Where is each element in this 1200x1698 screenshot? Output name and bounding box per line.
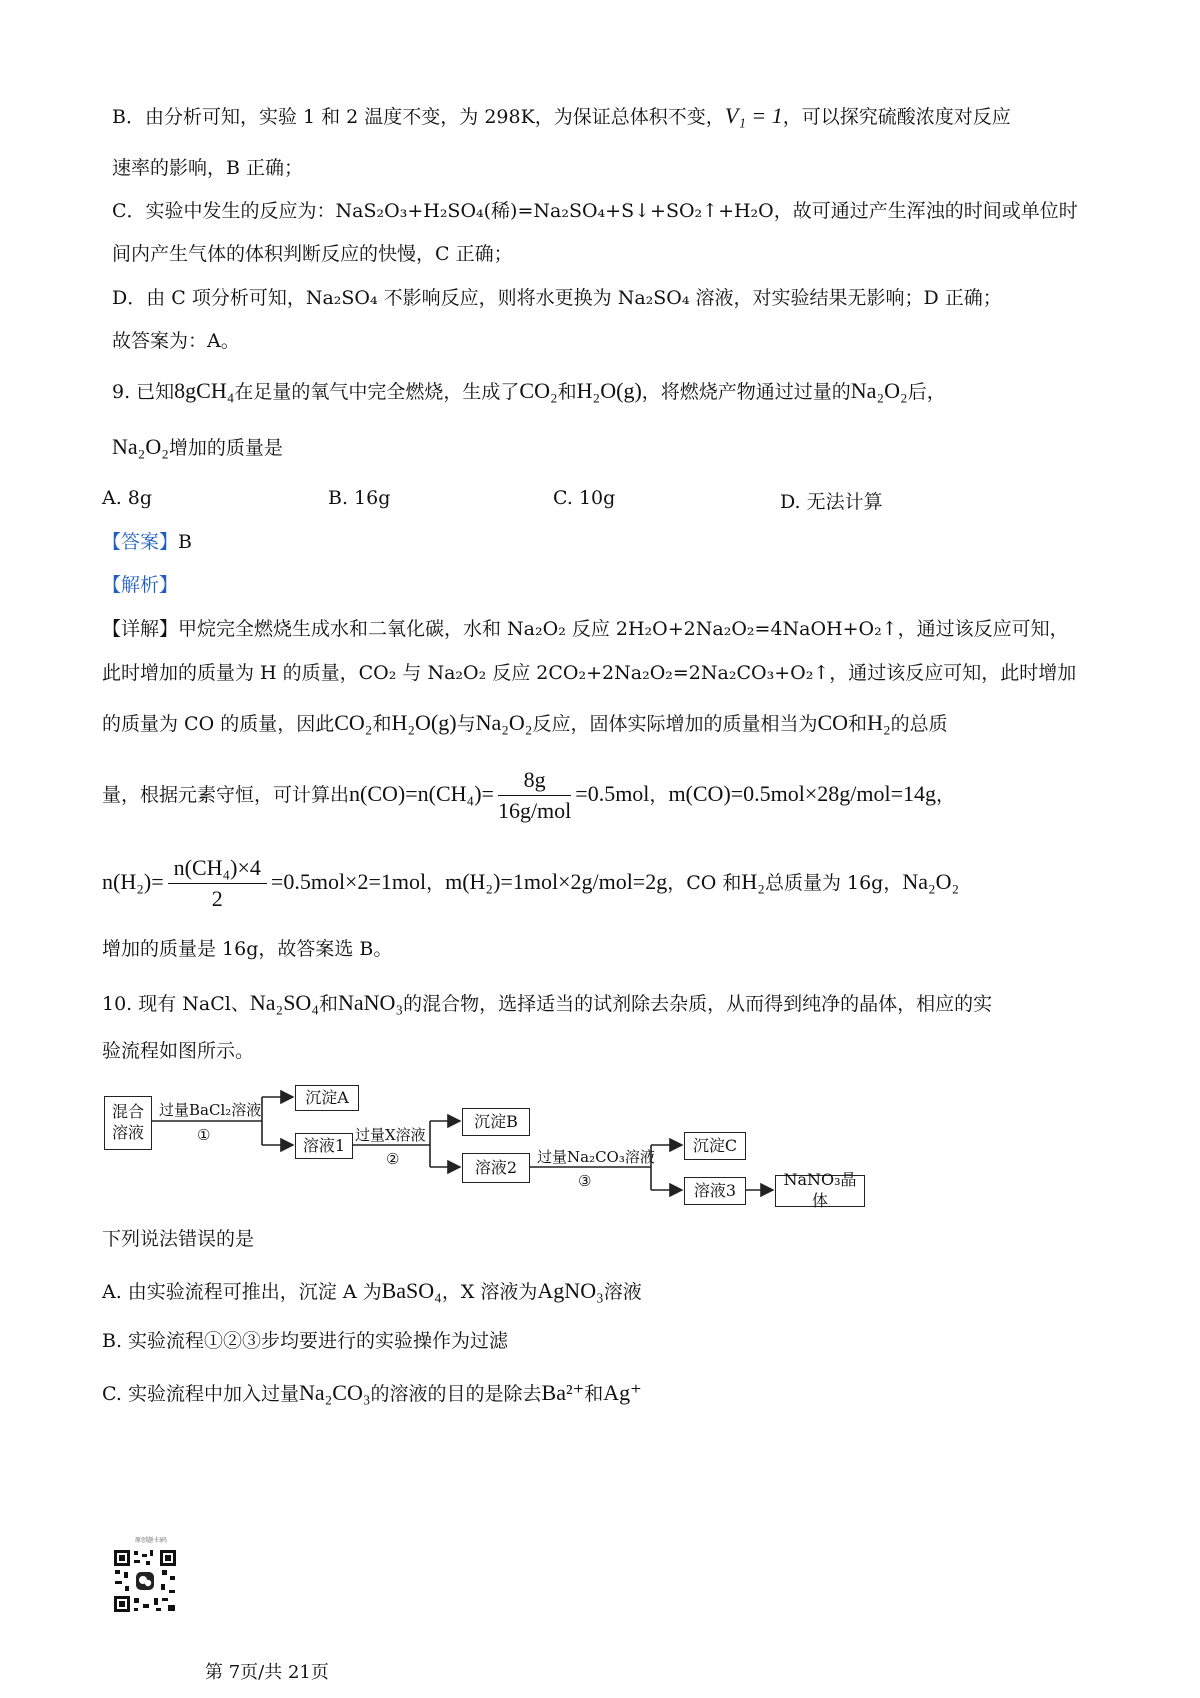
q9-analysis-label: 【解析】 — [102, 574, 179, 596]
analysis-line-c-cont: 间内产生气体的体积判断反应的快慢，C 正确； — [112, 243, 513, 265]
step3-number: ③ — [578, 1172, 592, 1190]
fraction-hydrogen-moles: $\frac{\text{n(CH₄)×4}}{2}$ — [168, 855, 267, 913]
q10-option-c: C. 实验流程中加入过量Na₂CO₃的溶液的目的是除去Ba²⁺和Ag⁺ — [102, 1380, 642, 1405]
step1-reagent: 过量BaCl₂溶液 — [159, 1101, 262, 1119]
analysis-line-c: C．实验中发生的反应为：NaS₂O₃+H₂SO₄(稀)=Na₂SO₄+S↓+SO₂↑+H₂O，故可通过产生浑浊的时间或单位时 — [112, 200, 1078, 222]
q9-option-c: C. 10g — [553, 487, 616, 509]
qr-caption: 原创题·扫码 — [135, 1537, 167, 1544]
box-precipitate-a: 沉淀A — [295, 1085, 359, 1111]
q10-prompt: 下列说法错误的是 — [102, 1228, 255, 1250]
analysis-line-d: D．由 C 项分析可知，Na₂SO₄ 不影响反应，则将水更换为 Na₂SO₄ 溶液，对实验结果无影响；D 正确； — [112, 287, 1002, 309]
step3-reagent: 过量Na₂CO₃溶液 — [537, 1148, 655, 1166]
q9-option-a: A. 8g — [102, 487, 153, 509]
q9-detail-line-6: 增加的质量是 16g，故答案选 B。 — [102, 938, 393, 960]
q9-option-d: D. 无法计算 — [780, 491, 883, 513]
step2-reagent: 过量X溶液 — [355, 1126, 426, 1144]
analysis-line-b: B．由分析可知，实验 1 和 2 温度不变，为 298K，为保证总体积不变，V₁ = 1，可以探究硫酸浓度对反应 — [112, 103, 1011, 128]
q9-option-b: B. 16g — [328, 487, 391, 509]
q9-detail-line-4: 量，根据元素守恒，可计算出n(CO)=n(CH₄)= $\frac{8g}{\text{16g/mol}}$ =0.5mol，m(CO)=0.5mol×28g/mol=14g， — [102, 767, 956, 824]
answer-summary: 故答案为：A。 — [112, 330, 240, 352]
box-solution-3: 溶液3 — [684, 1177, 746, 1205]
analysis-line-b-cont: 速率的影响，B 正确； — [112, 157, 304, 179]
q10-option-b: B. 实验流程①②③步均要进行的实验操作为过滤 — [102, 1330, 509, 1352]
qr-code-icon — [112, 1548, 178, 1614]
question-10-stem-cont: 验流程如图所示。 — [102, 1040, 255, 1062]
box-precipitate-c: 沉淀C — [684, 1132, 746, 1160]
q9-detail-line-2: 此时增加的质量为 H 的质量，CO₂ 与 Na₂O₂ 反应 2CO₂+2Na₂O₂=2Na₂CO₃+O₂↑，通过该反应可知，此时增加 — [102, 662, 1077, 684]
step1-number: ① — [197, 1126, 211, 1144]
q10-option-a: A. 由实验流程可推出，沉淀 A 为BaSO₄，X 溶液为AgNO₃溶液 — [102, 1278, 642, 1303]
q9-detail-line-1: 【详解】甲烷完全燃烧生成水和二氧化碳，水和 Na₂O₂ 反应 2H₂O+2Na₂O₂=4NaOH+O₂↑，通过该反应可知， — [102, 618, 1069, 640]
q9-detail-line-5: n(H₂)= $\frac{\text{n(CH₄)×4}}{2}$ =0.5mol×2=1mol，m(H₂)=1mol×2g/mol=2g，CO 和H₂总质量为 16g，Na₂O₂ — [102, 855, 960, 912]
box-solution-2: 溶液2 — [462, 1153, 530, 1183]
q9-answer: 【答案】B — [102, 531, 192, 553]
fraction-8g-over-molar-mass: $\frac{8g}{\text{16g/mol}}$ — [497, 767, 572, 824]
box-mixed-solution: 混合 溶液 — [104, 1096, 152, 1150]
question-9-stem: 9. 已知8gCH₄在足量的氧气中完全燃烧，生成了CO₂和H₂O(g)，将燃烧产物通过过量的Na₂O₂后， — [112, 378, 946, 403]
detail-label: 【详解】 — [102, 618, 179, 640]
box-solution-1: 溶液1 — [295, 1133, 353, 1159]
q9-detail-line-3: 的质量为 CO 的质量，因此CO₂和H₂O(g)与Na₂O₂反应，固体实际增加的质量相当为CO和H₂的总质 — [102, 710, 948, 735]
box-nano3-crystal: NaNO₃晶体 — [775, 1175, 865, 1207]
question-9-stem-cont: Na₂O₂增加的质量是 — [112, 434, 283, 459]
box-precipitate-b: 沉淀B — [462, 1108, 530, 1136]
answer-label: 【答案】 — [102, 531, 179, 553]
question-10-stem: 10. 现有 NaCl、Na₂SO₄和NaNO₃的混合物，选择适当的试剂除去杂质，从而得到纯净的晶体，相应的实 — [102, 990, 993, 1015]
step2-number: ② — [386, 1150, 400, 1168]
page-number: 第 7页/共 21页 — [205, 1662, 329, 1683]
